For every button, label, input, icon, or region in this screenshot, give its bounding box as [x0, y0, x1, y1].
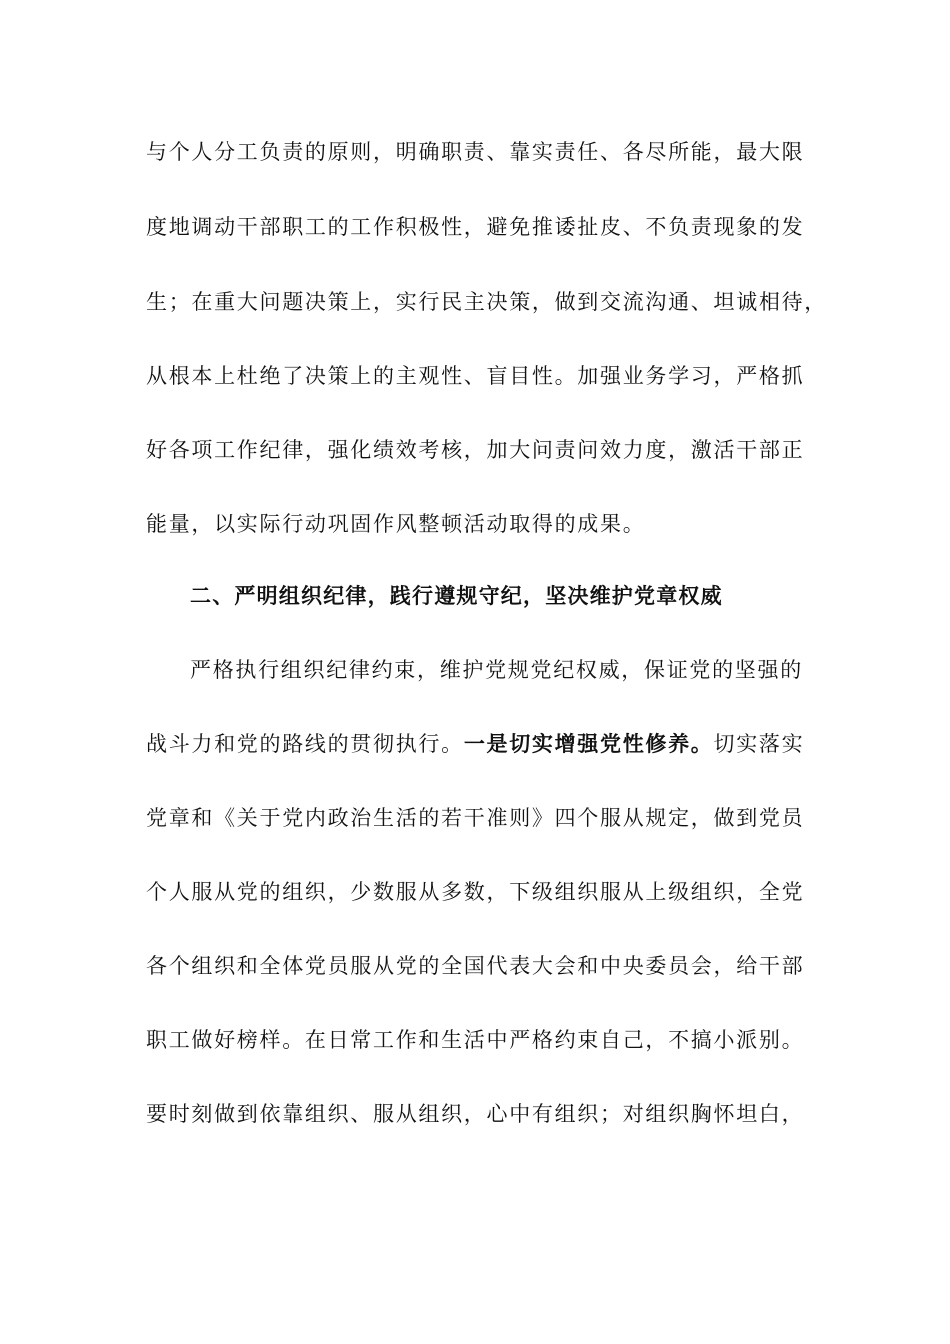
paragraph-line: 个人服从党的组织，少数服从多数，下级组织服从上级组织，全党 [146, 880, 805, 904]
paragraph-line: 职工做好榜样。在日常工作和生活中严格约束自己，不搞小派别。 [146, 1028, 805, 1052]
paragraph-line: 度地调动干部职工的工作积极性，避免推诿扯皮、不负责现象的发 [146, 215, 805, 239]
paragraph-line: 好各项工作纪律，强化绩效考核，加大问责问效力度，激活干部正 [146, 438, 805, 462]
paragraph-line: 能量，以实际行动巩固作风整顿活动取得的成果。 [146, 512, 646, 536]
paragraph-line: 要时刻做到依靠组织、服从组织，心中有组织；对组织胸怀坦白， [146, 1102, 805, 1126]
paragraph-line: 各个组织和全体党员服从党的全国代表大会和中央委员会，给干部 [146, 954, 805, 978]
paragraph-line: 与个人分工负责的原则，明确职责、靠实责任、各尽所能，最大限 [146, 140, 805, 164]
paragraph-line: 从根本上杜绝了决策上的主观性、盲目性。加强业务学习，严格抓 [146, 364, 805, 388]
emphasis-text: 一是切实增强党性修养。 [463, 731, 714, 756]
paragraph-text: 战斗力和党的路线的贯彻执行。 [146, 732, 464, 756]
paragraph-text: 切实落实 [713, 732, 805, 756]
section-heading: 二、严明组织纪律，践行遵规守纪，坚决维护党章权威 [190, 584, 723, 608]
paragraph-line: 生；在重大问题决策上，实行民主决策，做到交流沟通、坦诚相待， [146, 290, 827, 314]
paragraph-line-mixed [146, 729, 806, 759]
paragraph-line: 严格执行组织纪律约束，维护党规党纪权威，保证党的坚强的 [190, 658, 803, 682]
paragraph-line: 党章和《关于党内政治生活的若干准则》四个服从规定，做到党员 [146, 806, 805, 830]
